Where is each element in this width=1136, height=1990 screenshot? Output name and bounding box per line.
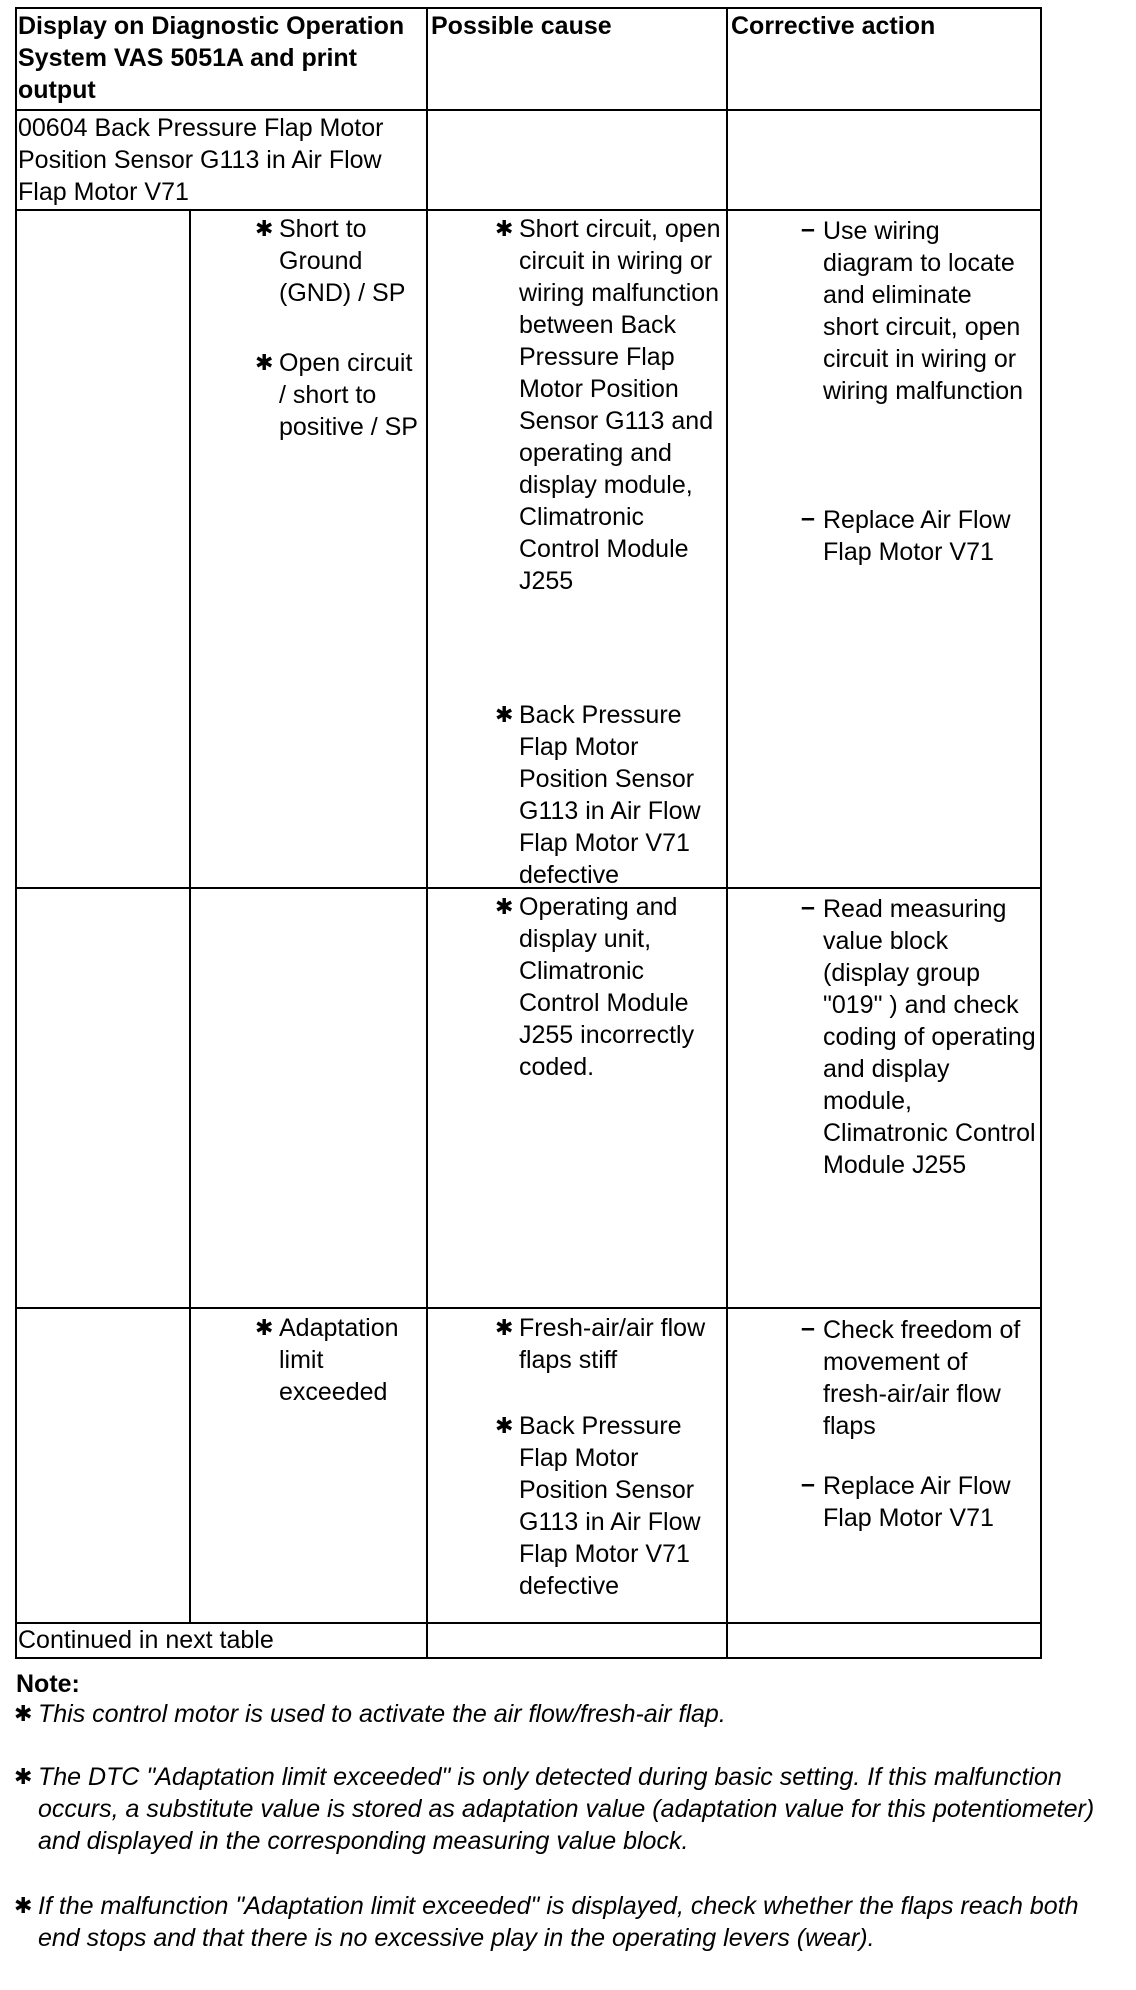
asterisk-icon: ✱ bbox=[14, 1764, 33, 1789]
dash-icon: – bbox=[801, 1470, 815, 1498]
dash-icon: – bbox=[801, 893, 815, 921]
dash-icon: – bbox=[801, 1314, 815, 1342]
header-possible-cause: Possible cause bbox=[431, 12, 612, 40]
note-item-3: ✱ If the malfunction "Adaptation limit exceeded" is displayed, check whether the flaps reach both end stops and that there is no excessive play in the operating levers (wear). bbox=[14, 1892, 1079, 1952]
condition-short-to-ground: ✱ Short to Ground (GND) / SP bbox=[255, 215, 406, 307]
action-check-freedom: – Check freedom of movement of fresh-air/air flow flaps bbox=[801, 1314, 1021, 1440]
dash-icon: – bbox=[801, 215, 815, 243]
cause-sensor-defective-2: ✱ Back Pressure Flap Motor Position Sensor G113 in Air Flow Flap Motor V71 defective bbox=[495, 1412, 701, 1600]
note-title: Note: bbox=[16, 1670, 80, 1698]
action-use-wiring-diagram: – Use wiring diagram to locate and eliminate short circuit, open circuit in wiring or wiring malfunction bbox=[801, 215, 1024, 405]
asterisk-icon: ✱ bbox=[495, 1413, 514, 1438]
cause-flaps-stiff: ✱ Fresh-air/air flow flaps stiff bbox=[495, 1314, 706, 1374]
cause-incorrectly-coded: ✱ Operating and display unit, Climatronic Control Module J255 incorrectly coded. bbox=[495, 893, 695, 1081]
asterisk-icon: ✱ bbox=[14, 1701, 33, 1726]
action-replace-motor: – Replace Air Flow Flap Motor V71 bbox=[801, 504, 1011, 566]
action-read-measuring-block: – Read measuring value block (display group "019" ) and check coding of operating and display module, Climatronic Control Module J255 bbox=[801, 893, 1036, 1179]
asterisk-icon: ✱ bbox=[255, 350, 274, 375]
asterisk-icon: ✱ bbox=[14, 1893, 33, 1918]
dtc-code: 00604 Back Pressure Flap Motor Position Sensor G113 in Air Flow Flap Motor V71 bbox=[18, 114, 384, 206]
asterisk-icon: ✱ bbox=[495, 702, 514, 727]
header-display: Display on Diagnostic Operation System VAS 5051A and print output bbox=[18, 12, 405, 104]
condition-open-circuit: ✱ Open circuit / short to positive / SP bbox=[255, 349, 418, 441]
cause-short-circuit-wiring: ✱ Short circuit, open circuit in wiring or wiring malfunction between Back Pressure Flap Motor Position Sensor G113 and operating and display module, Climatronic Control Module J255 bbox=[495, 215, 721, 595]
asterisk-icon: ✱ bbox=[495, 894, 514, 919]
dash-icon: – bbox=[801, 504, 815, 532]
cause-sensor-defective: ✱ Back Pressure Flap Motor Position Sensor G113 in Air Flow Flap Motor V71 defective bbox=[495, 701, 701, 889]
header-corrective-action: Corrective action bbox=[731, 12, 936, 40]
condition-adaptation-limit: ✱ Adaptation limit exceeded bbox=[255, 1314, 399, 1406]
note-item-1: ✱ This control motor is used to activate the air flow/fresh-air flap. bbox=[14, 1700, 726, 1728]
table-footer: Continued in next table bbox=[18, 1626, 274, 1654]
note-item-2: ✱ The DTC "Adaptation limit exceeded" is only detected during basic setting. If this malfunction occurs, a substitute value is stored as adaptation value (adaptation value for this potentiometer) and displayed in the corresponding measuring value block. bbox=[14, 1763, 1095, 1855]
action-replace-motor-2: – Replace Air Flow Flap Motor V71 bbox=[801, 1470, 1011, 1532]
asterisk-icon: ✱ bbox=[495, 216, 514, 241]
asterisk-icon: ✱ bbox=[495, 1315, 514, 1340]
asterisk-icon: ✱ bbox=[255, 216, 274, 241]
asterisk-icon: ✱ bbox=[255, 1315, 274, 1340]
